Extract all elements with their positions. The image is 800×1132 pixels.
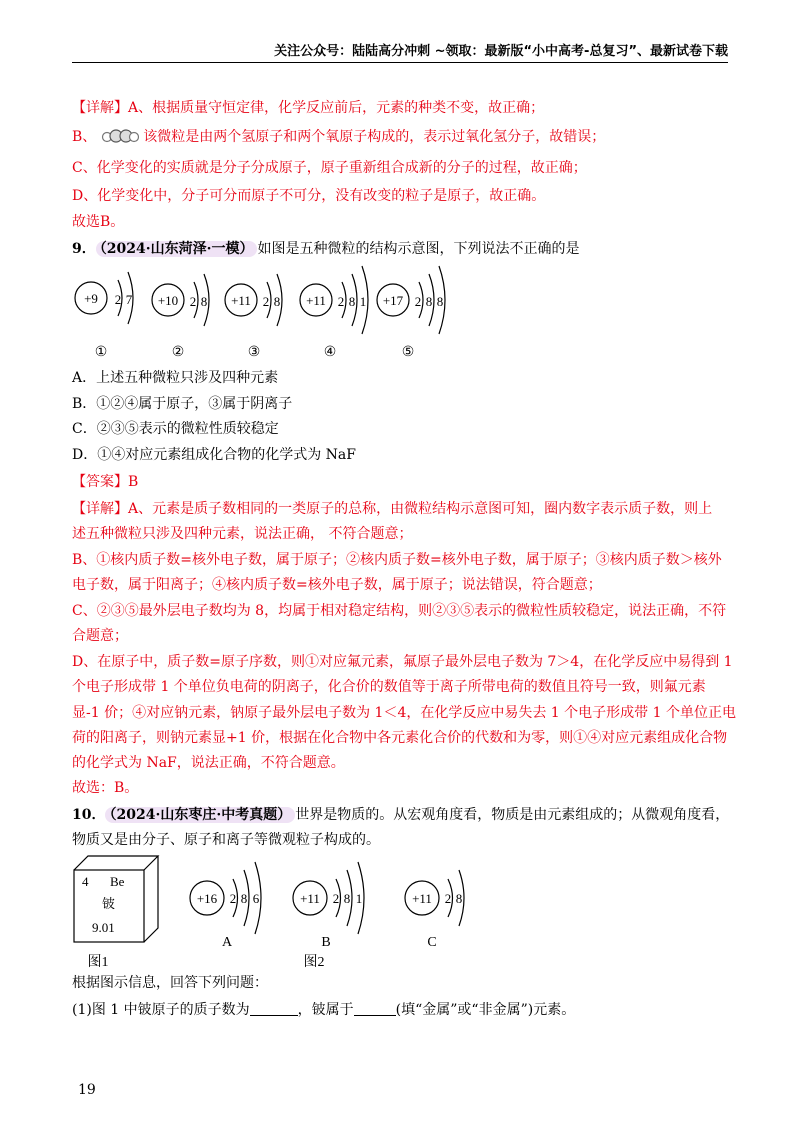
q10-stem1: 世界是物质的。从宏观角度看，物质是由元素组成的；从微观角度看， <box>295 807 730 823</box>
be-atomic-mass: 9.01 <box>92 920 115 935</box>
prev-explain-d: D、化学变化中，分子可分而原子不可分，没有改变的粒子是原子，故正确。 <box>72 188 546 204</box>
q9-answer: 【答案】B <box>72 474 139 490</box>
q9-atom5-shell1: 2 <box>414 294 422 309</box>
q10-stem-line <box>72 805 730 825</box>
atom-b-shell3: 1 <box>355 891 363 906</box>
prev-explain-b-prefix: B、 <box>72 129 97 145</box>
q9-atom4-shell1: 2 <box>337 294 345 309</box>
q9-atom3-shell1: 2 <box>262 294 270 309</box>
prev-explain-c: C、化学变化的实质就是分子分成原子，原子重新组合成新的分子的过程，故正确； <box>72 160 587 176</box>
q9-atom2-nucleus: +10 <box>157 293 179 308</box>
q9-atom1-shell2: 7 <box>125 292 133 307</box>
atom-b-nucleus: +11 <box>300 891 320 906</box>
atom-a-shell3: 6 <box>252 891 260 906</box>
be-symbol: Be <box>110 874 125 889</box>
q9-atom4-shell3: 1 <box>359 294 367 309</box>
q9-label-2: ② <box>171 345 185 360</box>
q9-option-b: B．①②④属于原子，③属于阴离子 <box>72 396 293 412</box>
q9-explain-line: 个电子形成带 1 个单位负电荷的阴离子，化合价的数值等于离子所带电荷的数值且符号一致，则氟元素 <box>72 679 706 695</box>
q9-label-3: ③ <box>247 345 261 360</box>
q9-explain-line: 荷的阳离子，则钠元素显+1 价，根据在化合物中各元素化合价的代数和为零，则①④对应元素组成化合物 <box>72 730 728 746</box>
q10-sub1 <box>72 1000 730 1020</box>
q9-source-tag: （2024·山东菏泽·一模） <box>96 241 258 257</box>
page-number: 19 <box>78 1082 96 1098</box>
q9-stem: 如图是五种微粒的结构示意图，下列说法不正确的是 <box>257 241 580 257</box>
q10-sub1-c: (填“金属”或“非金属”)元素。 <box>395 1002 576 1018</box>
q10-prompt: 根据图示信息，回答下列问题： <box>72 975 268 991</box>
q10-sub1-a: (1)图 1 中铍原子的质子数为 <box>72 1002 250 1018</box>
page-header: 关注公众号：陆陆高分冲刺 ~领取：最新版“小中高考-总复习”、最新试卷下载 <box>274 44 728 59</box>
prev-answer: 故选B。 <box>72 214 125 230</box>
header-rule <box>72 62 728 63</box>
q9-stem-line <box>72 239 730 259</box>
prev-explain-b <box>72 127 730 147</box>
atom-c-nucleus: +11 <box>412 891 432 906</box>
atom-c-shell1: 2 <box>444 891 452 906</box>
be-atomic-number: 4 <box>82 874 89 889</box>
atom-a-shell2: 8 <box>240 891 248 906</box>
q10-stem2: 物质又是由分子、原子和离子等微观粒子构成的。 <box>72 832 380 848</box>
q9-atom-diagrams <box>72 262 472 362</box>
answer-blank-1[interactable] <box>250 1001 298 1016</box>
prev-explain-a: 【详解】A、根据质量守恒定律，化学反应前后，元素的种类不变，故正确； <box>72 100 545 116</box>
q9-atom5-nucleus: +17 <box>382 293 404 308</box>
atom-c-shell2: 8 <box>455 891 463 906</box>
q9-option-a: A．上述五种微粒只涉及四种元素 <box>72 370 279 386</box>
q9-explain-line: 述五种微粒只涉及四种元素，说法正确， 不符合题意； <box>72 526 413 542</box>
q9-atom4-shell2: 8 <box>348 294 356 309</box>
fig2-caption: 图2 <box>303 955 325 970</box>
q9-atom5-shell2: 8 <box>425 294 433 309</box>
atom-a-nucleus: +16 <box>196 891 218 906</box>
q9-label-1: ① <box>94 345 108 360</box>
fig1-caption: 图1 <box>87 955 109 970</box>
q9-explain-line: B、①核内质子数=核外电子数，属于原子；②核内质子数=核外电子数，属于原子；③核内质子数＞核外 <box>72 552 722 568</box>
q9-atom4-nucleus: +11 <box>306 293 326 308</box>
atom-b-shell1: 2 <box>332 891 340 906</box>
q9-atom3-shell2: 8 <box>273 294 281 309</box>
hydrogen-peroxide-molecule-icon <box>101 129 139 143</box>
q9-atom1-shell1: 2 <box>114 292 122 307</box>
q10-atom-c <box>392 848 492 958</box>
q9-explain-line: 的化学式为 NaF，说法正确，不符合题意。 <box>72 755 345 771</box>
q9-label-5: ⑤ <box>401 345 415 360</box>
beryllium-element-cell <box>74 856 158 942</box>
q9-explain-line: 电子数，属于阳离子；④核内质子数=核外电子数，属于原子；说法错误，符合题意； <box>72 577 602 593</box>
q9-label-4: ④ <box>323 345 337 360</box>
atom-b-shell2: 8 <box>343 891 351 906</box>
q10-figures <box>72 848 392 976</box>
q10-sub1-b: ，铍属于 <box>297 1002 354 1018</box>
atom-b-label: B <box>321 935 331 950</box>
q9-explain-line: 【详解】A、元素是质子数相同的一类原子的总称，由微粒结构示意图可知，圈内数字表示质子数，则上 <box>72 501 713 517</box>
atom-c-label: C <box>427 935 437 950</box>
prev-explain-b-text: 该微粒是由两个氢原子和两个氧原子构成的，表示过氧化氢分子，故错误； <box>143 129 606 145</box>
q9-explain-line: 合题意； <box>72 628 128 644</box>
q9-number: 9． <box>72 241 96 257</box>
atom-a-label: A <box>221 935 233 950</box>
q9-explain-line: C、②③⑤最外层电子数均为 8，均属于相对稳定结构，则②③⑤表示的微粒性质较稳定，说法正确，不符 <box>72 603 727 619</box>
q9-explain-line: D、在原子中，质子数=原子序数，则①对应氟元素，氟原子最外层电子数为 7＞4，在化学反应中易得到 1 <box>72 654 733 670</box>
be-name: 铍 <box>102 896 116 911</box>
q9-atom2-shell1: 2 <box>189 294 197 309</box>
q9-explain-line: 显-1 价；④对应钠元素，钠原子最外层电子数为 1＜4，在化学反应中易失去 1 个电子形成带 1 个单位正电 <box>72 705 736 721</box>
answer-blank-2[interactable] <box>354 1001 396 1016</box>
q10-source-tag: （2024·山东枣庄·中考真题） <box>105 807 295 823</box>
q9-option-c: C．②③⑤表示的微粒性质较稳定 <box>72 421 279 437</box>
q9-atom5-shell3: 8 <box>436 294 444 309</box>
q10-number: 10． <box>72 807 106 823</box>
atom-a-shell1: 2 <box>229 891 237 906</box>
q9-atom3-nucleus: +11 <box>231 293 251 308</box>
q9-atom2-shell2: 8 <box>200 294 208 309</box>
q9-explain-line: 故选：B。 <box>72 780 139 796</box>
q9-atom1-nucleus: +9 <box>84 291 98 306</box>
q9-option-d: D．①④对应元素组成化合物的化学式为 NaF <box>72 447 356 463</box>
